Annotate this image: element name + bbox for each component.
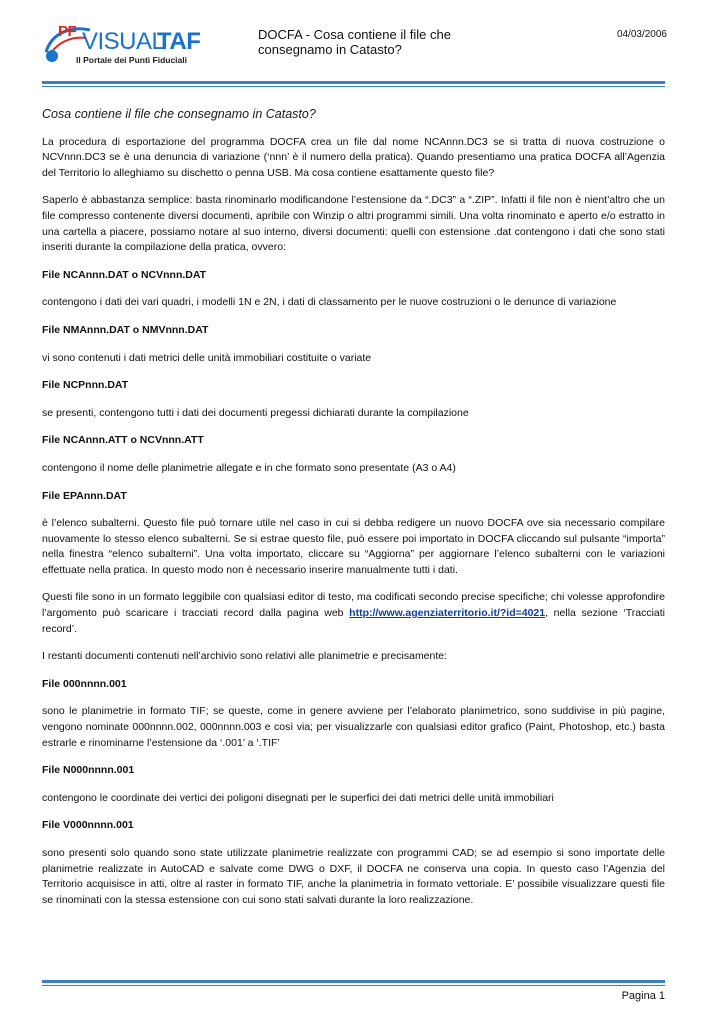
article-heading: Cosa contiene il file che consegnamo in Catasto? bbox=[42, 107, 316, 121]
file-heading: File 000nnnn.001 bbox=[42, 677, 127, 690]
file-description: contengono i dati dei vari quadri, i modelli 1N e 2N, i dati di classamento per le nuove costruzioni o le denunce di variazione bbox=[42, 296, 617, 309]
file-description: se presenti, contengono tutti i dati dei documenti pregessi dichiarati durante la compilazione bbox=[42, 406, 469, 419]
intro-paragraph-1: La procedura di esportazione del programma DOCFA crea un file dal nome NCAnnn.DC3 se si tratta di nuova costruzione o NCVnnn.DC3 se è una denuncia di variazione (‘nnn’ è il numero della pratica). Quando presentiamo una pratica DOCFA all’Agenzia del Territorio lo alleghiamo su dischetto o penna USB. Ma cosa contiene esattamente questo file? bbox=[42, 135, 665, 179]
file-heading: File NMAnnn.DAT o NMVnnn.DAT bbox=[42, 323, 209, 336]
file-description: sono le planimetrie in formato TIF; se queste, come in genere avviene per l’elaborato planimetrico, sono suddivise in più pagine, vengono nominate 000nnnn.002, 000nnnn.003 e così via; per visualizzarle con qualsiasi editor grafico (Paint, Photoshop, etc.) basta estrarle e rinominarne l’estensione da ‘.001’ a ‘.TIF’ bbox=[42, 705, 665, 749]
logo-visual: VISUAL bbox=[82, 28, 165, 55]
logo-pf: PF bbox=[58, 23, 77, 40]
file-heading: File EPAnnn.DAT bbox=[42, 489, 127, 502]
footer-divider bbox=[42, 980, 665, 983]
remaining-paragraph: I restanti documenti contenuti nell’archivio sono relativi alle planimetrie e precisamente: bbox=[42, 650, 448, 663]
document-body bbox=[42, 107, 665, 920]
agenzia-territorio-link[interactable]: http://www.agenziaterritorio.it/?id=4021 bbox=[349, 607, 546, 620]
header-divider bbox=[42, 81, 665, 84]
specs-paragraph bbox=[42, 590, 665, 637]
document-title: DOCFA - Cosa contiene il file che consegnamo in Catasto? bbox=[258, 27, 451, 57]
file-description: è l’elenco subalterni. Questo file può tornare utile nel caso in cui si debba redigere un nuovo DOCFA ove sia necessario compilare nuovamente lo stesso elenco subalterni. Se si estrae questo file, può essere poi importato in DOCFA cliccando sul pulsante “importa” nella finestra “elenco subalterni”. Una volta importato, cliccare su “Aggiorna” per aggiornare l’elenco subalterni con le variazioni effettuate nella pratica. In questo modo non è necessario inserire manualmente tutti i dati. bbox=[42, 517, 665, 576]
file-description: sono presenti solo quando sono state utilizzate planimetrie realizzate con programmi CAD; se ad esempio si sono importate delle planimetrie realizzate in AutoCAD e salvate come DWG o DXF, il DOCFA ne conserva una copia. In questo caso l’Agenzia del Territorio acquisisce in atti, oltre al raster in formato TIF, anche la planimetria in formato vettoriale. E’ possibile visualizzare questi file se rinominati con la stessa estensione con cui sono stati salvati durante la loro realizzazione. bbox=[42, 847, 665, 906]
document-date: 04/03/2006 bbox=[616, 29, 667, 40]
file-description: vi sono contenuti i dati metrici delle unità immobiliari costituite o variate bbox=[42, 351, 372, 364]
page-number: Pagina 1 bbox=[621, 990, 665, 1002]
file-heading: File NCPnnn.DAT bbox=[42, 379, 129, 392]
logo-tagline: Il Portale dei Punti Fiduciali bbox=[76, 55, 187, 65]
file-description: contengono il nome delle planimetrie allegate e in che formato sono presentate (A3 o A4) bbox=[42, 461, 456, 474]
footer-divider-thin bbox=[42, 985, 665, 986]
file-heading: File V000nnnn.001 bbox=[42, 819, 134, 832]
specs-text-after: , nella sezione ‘Tracciati record’. bbox=[42, 607, 665, 635]
file-description: contengono le coordinate dei vertici dei poligoni disegnati per le superfici dei dati metrici delle unità immobiliari bbox=[42, 791, 554, 804]
intro-paragraph-2: Saperlo è abbastanza semplice: basta rinominarlo modificandone l’estensione da “.DC3” a “.ZIP”. Infatti il file non è nient’altro che un file compresso contenente diversi documenti, apribile con Winzip o altri programmi simili. Una volta rinominato e aperto e/o estratto in una cartella a piacere, possiamo notare al suo interno, diversi documenti: quelli con estensione .dat contengono i dati che sono stati inseriti durante la compilazione della pratica, ovvero: bbox=[42, 194, 665, 254]
logo-taf: TAF bbox=[157, 28, 201, 55]
file-heading: File N000nnnn.001 bbox=[42, 764, 135, 777]
specs-text-before: Questi file sono in un formato leggibile con qualsiasi editor di testo, ma codificati secondo precise specifiche; chi volesse approfondire l’argomento può scaricare i tracciati record dalla pagina web bbox=[42, 591, 665, 620]
logo[interactable] bbox=[42, 22, 212, 70]
file-heading: File NCAnnn.DAT o NCVnnn.DAT bbox=[42, 268, 207, 281]
header-divider-thin bbox=[42, 86, 665, 87]
file-heading: File NCAnnn.ATT o NCVnnn.ATT bbox=[42, 434, 204, 447]
